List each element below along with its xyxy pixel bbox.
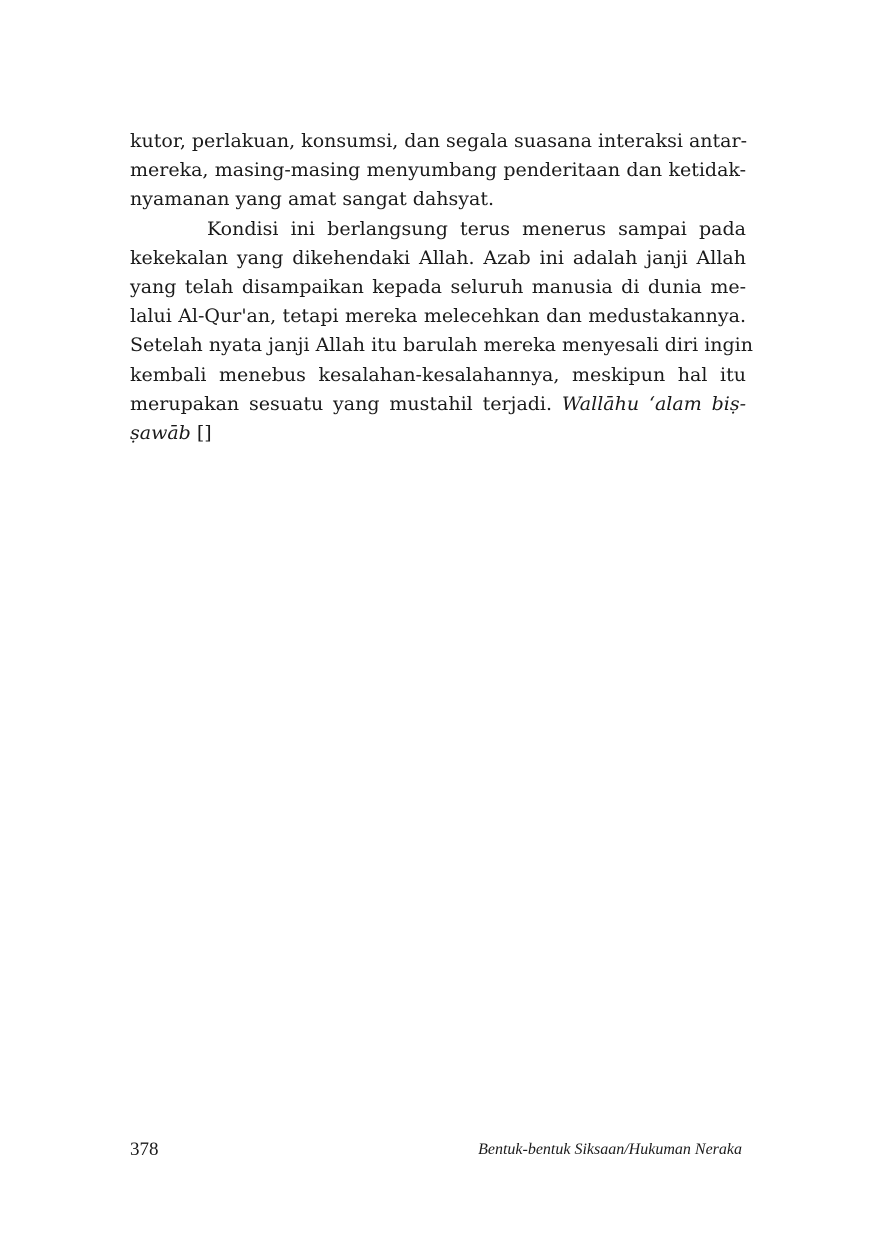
text-line: Setelah nyata janji Allah itu barulah mereka menyesali diri ingin	[130, 334, 753, 357]
closing-phrase-italic: Wallāhu ‘alam biṣ-	[561, 392, 747, 415]
text-line: kembali menebus kesalahan-kesalahannya, meskipun hal itu	[130, 363, 746, 386]
text-line: kekekalan yang dikehendaki Allah. Azab ini adalah janji Allah	[130, 246, 746, 269]
text-line: Kondisi ini berlangsung terus menerus sampai pada	[207, 217, 746, 240]
closing-phrase-italic: ṣawāb	[130, 421, 191, 444]
end-mark: []	[190, 421, 212, 444]
text-line: kutor, perlakuan, konsumsi, dan segala suasana interaksi antar-	[130, 130, 747, 152]
body-text	[130, 127, 753, 448]
paragraph-1	[130, 127, 746, 215]
page-number: 378	[130, 1139, 159, 1160]
text-line: lalui Al-Qur'an, tetapi mereka melecehkan dan medustakannya.	[130, 305, 746, 328]
text-segment: merupakan sesuatu yang mustahil terjadi.	[130, 392, 562, 415]
text-line: nyamanan yang amat sangat dahsyat.	[130, 188, 495, 211]
text-line: mereka, masing-masing menyumbang penderitaan dan ketidak-	[130, 159, 746, 182]
text-line: yang telah disampaikan kepada seluruh manusia di dunia me-	[130, 275, 746, 298]
text-line	[130, 390, 746, 419]
running-title: Bentuk-bentuk Siksaan/Hukuman Neraka	[478, 1141, 742, 1158]
paragraph-2	[130, 215, 753, 449]
text-line	[130, 419, 746, 448]
